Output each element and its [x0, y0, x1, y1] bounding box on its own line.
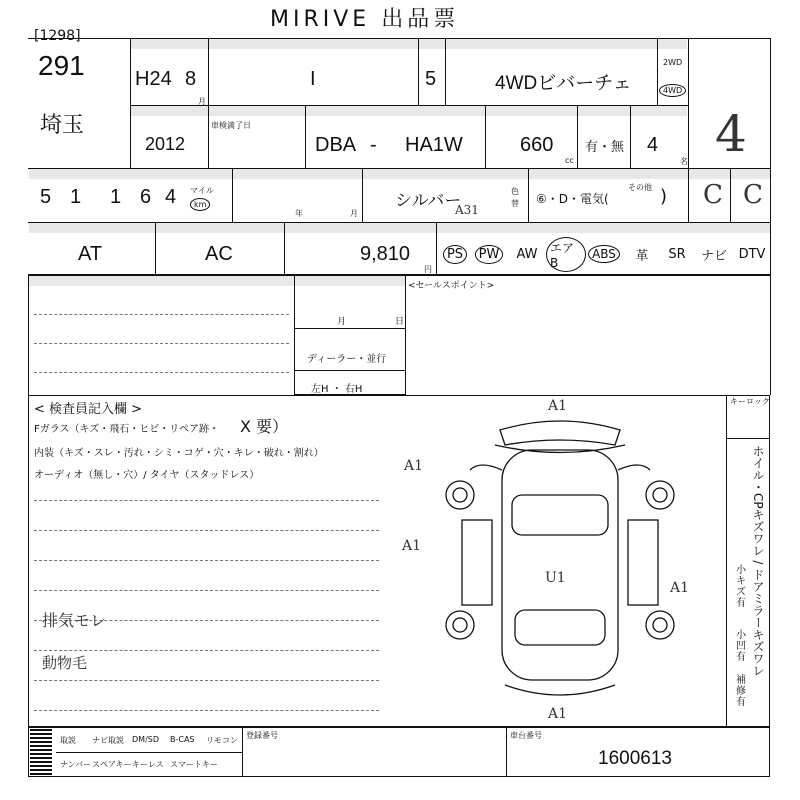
windshield-note: X 要）	[240, 417, 289, 436]
air-conditioning: AC	[205, 243, 233, 265]
drive-4wd: 4WD	[659, 84, 686, 97]
doors: 5	[425, 68, 437, 90]
registration-year: H24	[135, 68, 172, 90]
row2-vline-e	[630, 105, 631, 168]
insp-line-3	[34, 560, 379, 561]
row1-vline-a	[208, 38, 209, 105]
middle-header-strip	[29, 276, 294, 286]
key-lock-header-line	[726, 438, 770, 439]
sales-point-label: <セールスポイント>	[408, 281, 495, 291]
key-lock-column	[726, 395, 727, 727]
row3-vline-d	[688, 168, 689, 222]
footer-item-manual: 取説	[60, 736, 76, 745]
handwritten-animal-hair: 動物毛	[42, 654, 88, 672]
other-label: その他	[628, 183, 652, 192]
insp-line-2	[34, 530, 379, 531]
header-strip-3	[29, 169, 770, 179]
model-dash: -	[370, 134, 377, 156]
date-day: 日	[395, 317, 405, 327]
yen-unit: 円	[424, 265, 432, 274]
mileage-digit-1: 5	[40, 186, 52, 208]
model-prefix: DBA	[315, 134, 357, 156]
month-unit: 月	[198, 97, 206, 106]
registration-month: 8	[185, 68, 197, 90]
inspection-month: 月	[350, 209, 358, 218]
damage-a1-left-upper: A1	[404, 458, 424, 474]
displacement: 660	[520, 134, 554, 156]
damage-a1-top: A1	[548, 398, 568, 414]
mileage-digit-3: 1	[110, 186, 122, 208]
header-strip-1	[131, 39, 687, 49]
footer-item-navi-manual: ナビ取説	[92, 736, 124, 745]
mileage-digit-5: 4	[165, 186, 177, 208]
middle-right-border	[770, 275, 771, 395]
key-lock-label: キーロック	[730, 397, 770, 406]
car-diagram	[440, 410, 680, 710]
note-line-2	[34, 343, 289, 344]
footer-vline-1	[242, 727, 243, 777]
registration-number-label: 登録番号	[246, 731, 278, 740]
mileage-digit-2: 1	[70, 186, 82, 208]
row2-vline-c	[485, 105, 486, 168]
grade-interior: C	[703, 180, 723, 210]
year-ad: 2012	[145, 134, 186, 154]
grade-handwritten: 4	[715, 105, 747, 163]
option-navi: ナビ	[700, 248, 727, 264]
chassis-number: 1600613	[598, 748, 672, 769]
footer-vline-2	[506, 727, 507, 777]
footer-item-spare-key: スペアキー	[92, 760, 132, 769]
row4-vline-b	[284, 222, 285, 275]
row3-vline-b	[362, 168, 363, 222]
option-sunroof: SR	[668, 246, 686, 262]
row2-vline-b	[305, 105, 306, 168]
middle-left-border	[28, 275, 29, 395]
damage-a1-right: A1	[670, 580, 690, 596]
insp-line-4	[34, 590, 379, 591]
insp-line-7	[34, 680, 379, 681]
insp-line-1	[34, 500, 379, 501]
chassis-number-label: 車台番号	[510, 731, 542, 740]
form-title: MIRIVE 出品票	[270, 7, 460, 32]
windshield-line: Fガラス（キズ・飛石・ヒビ・リペア跡・	[34, 424, 220, 435]
footer-item-smart-key: スマートキー	[170, 760, 218, 769]
drive-2wd: 2WD	[663, 58, 683, 67]
row2-vline-d	[577, 105, 578, 168]
footer-item-plate: ナンバー	[60, 760, 92, 769]
inspection-note: 車検満了日	[211, 121, 251, 130]
transmission: AT	[78, 243, 103, 265]
lot-number: 291	[38, 50, 85, 81]
mileage-digit-4: 6	[140, 186, 152, 208]
remarks-vertical: ホイル・CPキズワレ / ドアミラーキズワレ	[751, 445, 765, 677]
lot-code: [1298]	[34, 28, 81, 44]
steering-side: 左H ・ 右H	[311, 384, 363, 395]
cc-unit: cc	[565, 156, 574, 165]
recycle-fee: 9,810	[360, 243, 411, 265]
option-aw: AW	[516, 246, 538, 262]
note-line-1	[34, 314, 289, 315]
option-ps: PS	[438, 235, 472, 273]
footer-barcode	[30, 729, 52, 775]
footer-item-keyless: キーレス	[132, 760, 164, 769]
row3-vline-a	[232, 168, 233, 222]
interior-line: 内装（キズ・スレ・汚れ・シミ・コゲ・穴・キレ・破れ・割れ）	[34, 448, 324, 459]
row4-vline-c	[436, 222, 437, 275]
row2-vline-a	[208, 105, 209, 168]
prefecture: 埼玉	[40, 112, 85, 137]
row1-vline-c	[445, 38, 446, 105]
dealer-parallel: ディーラー・並行	[307, 354, 387, 365]
option-airbag: エアB	[546, 235, 586, 273]
insp-line-6	[34, 650, 379, 651]
close-paren: )	[660, 186, 668, 207]
km-unit: km	[190, 198, 210, 211]
inspection-year: 年	[295, 209, 303, 218]
option-abs: ABS	[586, 235, 622, 273]
color-code: A31	[455, 203, 479, 217]
mile-unit: マイル	[190, 186, 214, 195]
date-month: 月	[337, 317, 347, 327]
color: シルバー	[395, 191, 462, 211]
footer-item-remote: リモコン	[206, 736, 238, 745]
inspector-title: < 検査員記入欄 >	[34, 402, 143, 417]
row1-vline-d	[657, 38, 658, 105]
with-without: 有・無	[585, 140, 625, 155]
grid-vline-right	[688, 38, 689, 168]
row3-vline-c	[528, 168, 529, 222]
footer-item-dm-sd: DM/SD	[132, 735, 159, 744]
option-dtv: DTV	[738, 246, 766, 262]
insp-line-8	[34, 710, 379, 711]
damage-a1-bottom: A1	[548, 706, 568, 722]
option-leather: 革	[635, 248, 649, 264]
row1-vline-b	[418, 38, 419, 105]
option-pw: PW	[472, 235, 506, 273]
dealer-box	[294, 275, 406, 395]
small-dent: 小凹有	[736, 630, 746, 663]
audio-tire-line: オーディオ（無し・穴）/ タイヤ（スタッドレス）	[34, 470, 260, 481]
seats-unit: 名	[680, 157, 688, 166]
damage-u1-roof: U1	[545, 570, 566, 586]
color-label: 色替	[511, 187, 519, 208]
repaired: 補修有	[736, 675, 746, 708]
model-code: HA1W	[405, 134, 463, 156]
electric: ⑥・D・電気(	[536, 192, 609, 206]
row3-vline-e	[730, 168, 731, 222]
header-strip-2	[131, 106, 687, 116]
seats: 4	[647, 134, 659, 156]
grid-vline-lot	[130, 38, 131, 168]
footer-item-bcas: B-CAS	[170, 735, 195, 744]
field-i: I	[310, 68, 316, 90]
note-line-3	[34, 372, 289, 373]
header-strip-4	[29, 223, 770, 233]
damage-a1-left-door: A1	[402, 538, 422, 554]
footer-hline	[56, 752, 242, 753]
small-scratch: 小キズ有	[736, 565, 746, 609]
model-name: 4WDビバーチェ	[495, 73, 632, 94]
row4-vline-a	[155, 222, 156, 275]
handwritten-exhaust: 排気モレ	[42, 611, 107, 630]
grade-exterior: C	[743, 180, 763, 210]
